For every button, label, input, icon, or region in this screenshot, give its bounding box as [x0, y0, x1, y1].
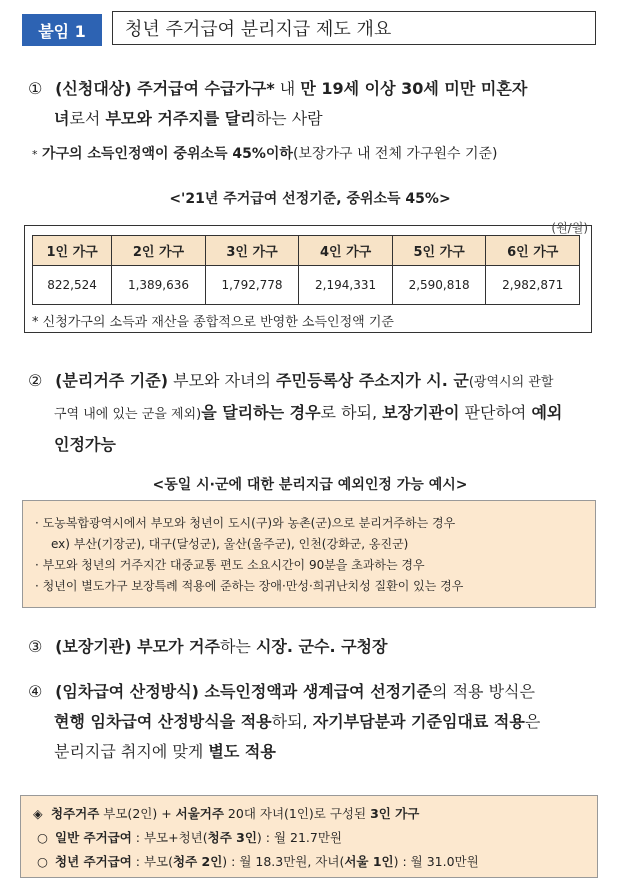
header-cell: 1인 가구 [33, 236, 112, 266]
s3-label: (보장기관) 부모가 거주 [55, 637, 220, 656]
s2-text-small: 구역 내에 있는 군을 제외) [54, 407, 202, 422]
s4-text: 분리지급 취지에 맞게 [54, 742, 209, 761]
example-bold: 청년 주거급여 [55, 854, 132, 869]
section-4 [28, 677, 603, 767]
s2-label: (분리거주 기준) [55, 371, 169, 390]
value-cell: 1,792,778 [205, 266, 299, 305]
note-text: (보장가구 내 전체 가구원수 기준) [292, 146, 498, 162]
s2-text: 판단하여 [459, 403, 532, 422]
table-note: * 신청가구의 소득과 재산을 종합적으로 반영한 소득인정액 기준 [32, 315, 394, 330]
table-header-row [33, 236, 580, 266]
value-cell: 2,590,818 [392, 266, 486, 305]
s3-authorities: 시장. 군수. 구청장 [255, 637, 388, 656]
s1-text-bold: 녀 [54, 109, 70, 128]
exception-line: · 청년이 별도가구 보장특례 적용에 준하는 장애·만성·희귀난치성 질환이 있는 경우 [35, 579, 464, 593]
value-cell: 1,389,636 [112, 266, 206, 305]
attachment-badge: 붙임 1 [22, 14, 102, 46]
s2-text: 로 하되, [320, 403, 383, 422]
table-row [33, 266, 580, 305]
income-table [32, 235, 580, 305]
s4-label: (임차급여 산정방식) 소득인정액과 생계급여 선정기준 [55, 682, 433, 701]
header-cell: 2인 가구 [112, 236, 206, 266]
example-text: 부모(2인) + [99, 806, 176, 821]
circle-icon: ○ [37, 854, 48, 869]
s2-exception: 예외 [531, 403, 563, 422]
example-text: ) : 월 18.3만원, 자녀( [222, 854, 345, 869]
table-caption: <'21년 주거급여 선정기준, 중위소득 45%> [169, 191, 451, 207]
s2-authority: 보장기관이 [382, 403, 460, 422]
example-text: : 부모+청년( [131, 830, 208, 845]
value-cell: 822,524 [33, 266, 112, 305]
s3-text: 하는 [219, 637, 256, 656]
section-1-number: ① [28, 79, 43, 98]
section-3 [28, 632, 603, 662]
value-cell: 2,194,331 [299, 266, 393, 305]
s2-address-condition: 주민등록상 주소지가 시. 군 [276, 371, 469, 390]
section-2-number: ② [28, 371, 43, 390]
s4-text: 의 적용 방식은 [432, 682, 535, 701]
header-cell: 6인 가구 [486, 236, 580, 266]
note-mark: * [32, 148, 38, 161]
example-line-1 [33, 802, 585, 826]
example-text: : 부모( [131, 854, 173, 869]
example-bold: 서울 1인 [344, 854, 394, 869]
example-bold: 서울거주 [175, 806, 224, 821]
example-box [20, 795, 598, 878]
s2-text: 부모와 자녀의 [168, 371, 277, 390]
section-1 [28, 74, 603, 134]
s1-residence-condition: 부모와 거주지를 달리 [105, 109, 256, 128]
s1-text: 하는 사람 [255, 109, 323, 128]
example-line-2 [33, 826, 585, 850]
exception-line: ex) 부산(기장군), 대구(달성군), 울산(울주군), 인천(강화군, 옹진군) [51, 537, 409, 551]
example-bold: 청주 2인 [173, 854, 223, 869]
document-title: 청년 주거급여 분리지급 제도 개요 [112, 11, 596, 45]
example-text: ) : 월 21.7만원 [256, 830, 342, 845]
s4-text: 은 [524, 712, 541, 731]
section-2 [28, 366, 603, 460]
s4-separate: 별도 적용 [208, 742, 276, 761]
income-note [32, 143, 498, 163]
s1-age-condition: 만 19세 이상 30세 미만 미혼자 [300, 79, 528, 98]
exception-caption: <동일 시·군에 대한 분리지급 예외인정 가능 예시> [152, 477, 468, 493]
example-text: 20대 자녀(1인)로 구성된 [223, 806, 371, 821]
header-cell: 4인 가구 [299, 236, 393, 266]
example-line-3 [33, 850, 585, 874]
s4-self-burden: 자기부담분과 기준임대료 적용 [312, 712, 525, 731]
circle-icon: ○ [37, 830, 48, 845]
note-bold: 가구의 소득인정액이 중위소득 45%이하 [41, 146, 293, 162]
s2-different-condition: 을 달리하는 경우 [201, 403, 321, 422]
diamond-icon: ◈ [33, 806, 43, 821]
s1-target-label: (신청대상) 주거급여 수급가구* [55, 79, 275, 98]
s4-text: 하되, [271, 712, 313, 731]
header-cell: 5인 가구 [392, 236, 486, 266]
section-3-number: ③ [28, 637, 43, 656]
s2-exception-possible: 인정가능 [54, 435, 116, 454]
header-cell: 3인 가구 [205, 236, 299, 266]
exception-line: · 부모와 청년의 거주지간 대중교통 편도 소요시간이 90분을 초과하는 경우 [35, 558, 425, 572]
example-text: ) : 월 31.0만원 [393, 854, 479, 869]
s1-text: 내 [274, 79, 301, 98]
example-bold: 3인 가구 [370, 806, 420, 821]
example-bold: 청주거주 [51, 806, 100, 821]
exception-examples-box [22, 500, 596, 608]
table-unit: (원/월) [551, 221, 588, 235]
s4-current-method: 현행 임차급여 산정방식을 적용 [54, 712, 272, 731]
value-cell: 2,982,871 [486, 266, 580, 305]
section-4-number: ④ [28, 682, 43, 701]
example-bold: 청주 3인 [207, 830, 257, 845]
s1-text: 로서 [69, 109, 106, 128]
example-bold: 일반 주거급여 [55, 830, 132, 845]
s2-text-small: (광역시의 관할 [468, 375, 554, 390]
exception-line: · 도농복합광역시에서 부모와 청년이 도시(구)와 농촌(군)으로 분리거주하는 경우 [35, 516, 456, 530]
